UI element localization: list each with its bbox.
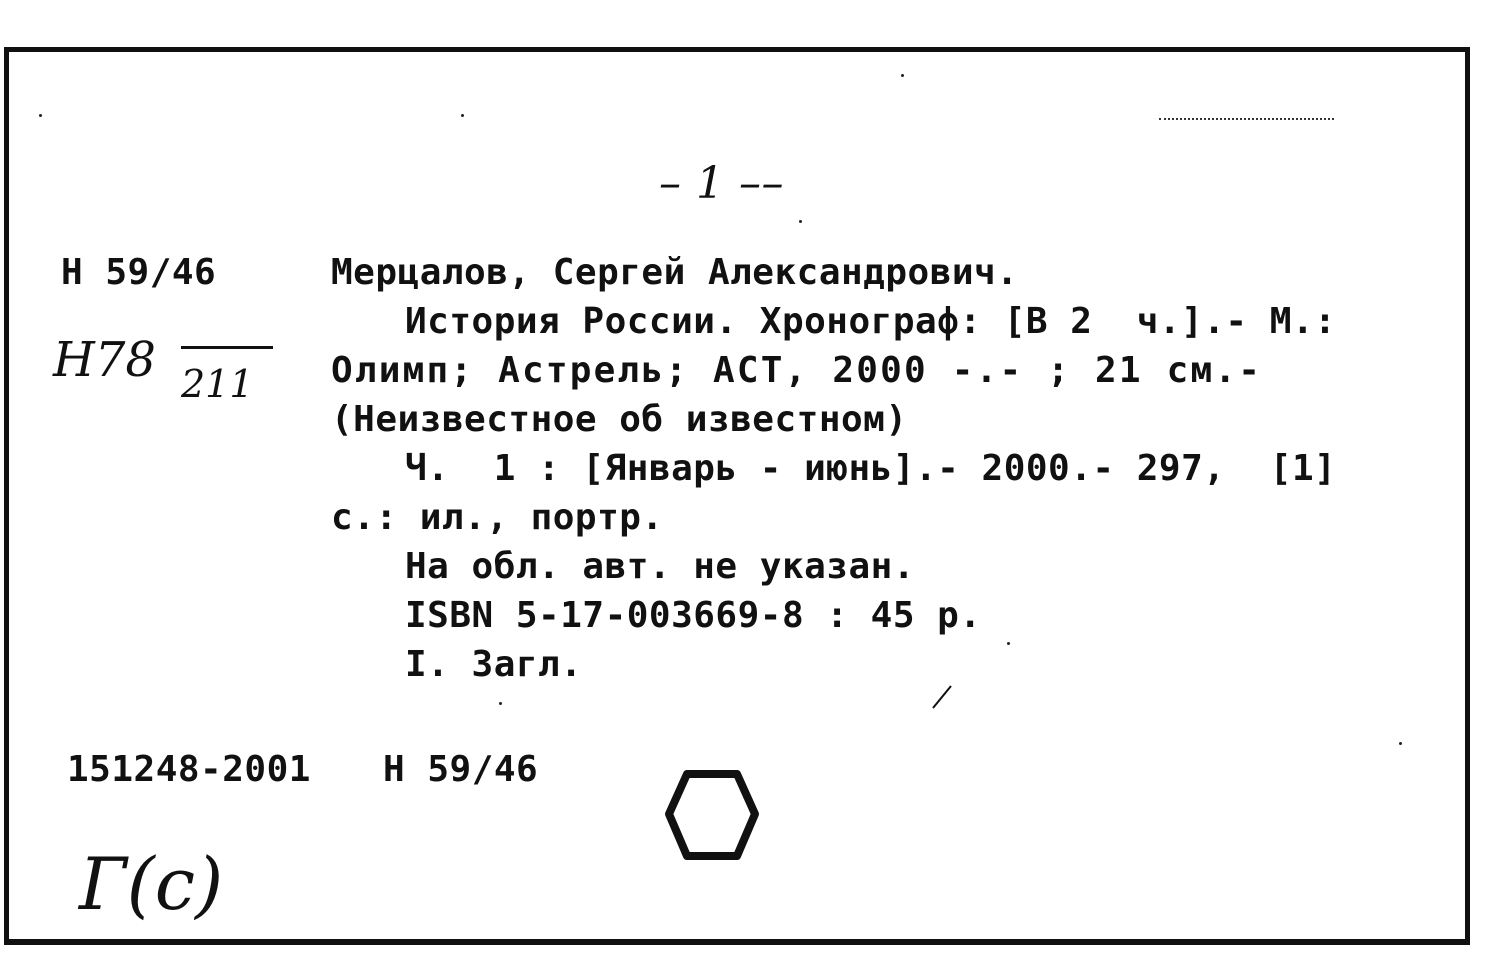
speck: [799, 220, 802, 223]
speck: [901, 74, 904, 77]
call-number: Н 59/46: [61, 252, 217, 293]
volume-line: Ч. 1 : [Январь - июнь].- 2000.- 297, [1]: [405, 448, 1337, 489]
stray-stroke: [929, 682, 959, 712]
speck: [39, 114, 42, 117]
title-line: История России. Хронограф: [В 2 ч.].- М.:: [405, 301, 1337, 342]
handwritten-mark: Г(с): [79, 842, 224, 926]
dotted-mark: [1159, 118, 1334, 120]
illustrations-line: с.: ил., портр.: [331, 497, 664, 538]
accession-number: 151248-2001: [67, 749, 311, 790]
speck: [1399, 742, 1402, 745]
publisher-line: Олимп; Астрель; АСТ, 2000 -.- ; 21 см.-: [331, 350, 1263, 391]
series-line: (Неизвестное об известном): [331, 399, 908, 440]
author-heading: Мерцалов, Сергей Александрович.: [331, 252, 1019, 293]
note-line: На обл. авт. не указан.: [405, 546, 915, 587]
speck: [499, 702, 502, 705]
handwritten-call-number: Н78: [53, 332, 156, 388]
catalog-card: [4, 47, 1470, 945]
speck: [1007, 642, 1010, 645]
fraction-line: [181, 346, 273, 349]
page-number: – 1 ––: [659, 158, 784, 209]
card-hole-icon: [657, 764, 767, 874]
added-entry-line: I. Загл.: [405, 644, 583, 685]
speck: [461, 114, 464, 117]
handwritten-fraction: 211: [181, 362, 254, 406]
footer-call-number: Н 59/46: [383, 749, 539, 790]
isbn-line: ISBN 5-17-003669-8 : 45 р.: [405, 595, 982, 636]
